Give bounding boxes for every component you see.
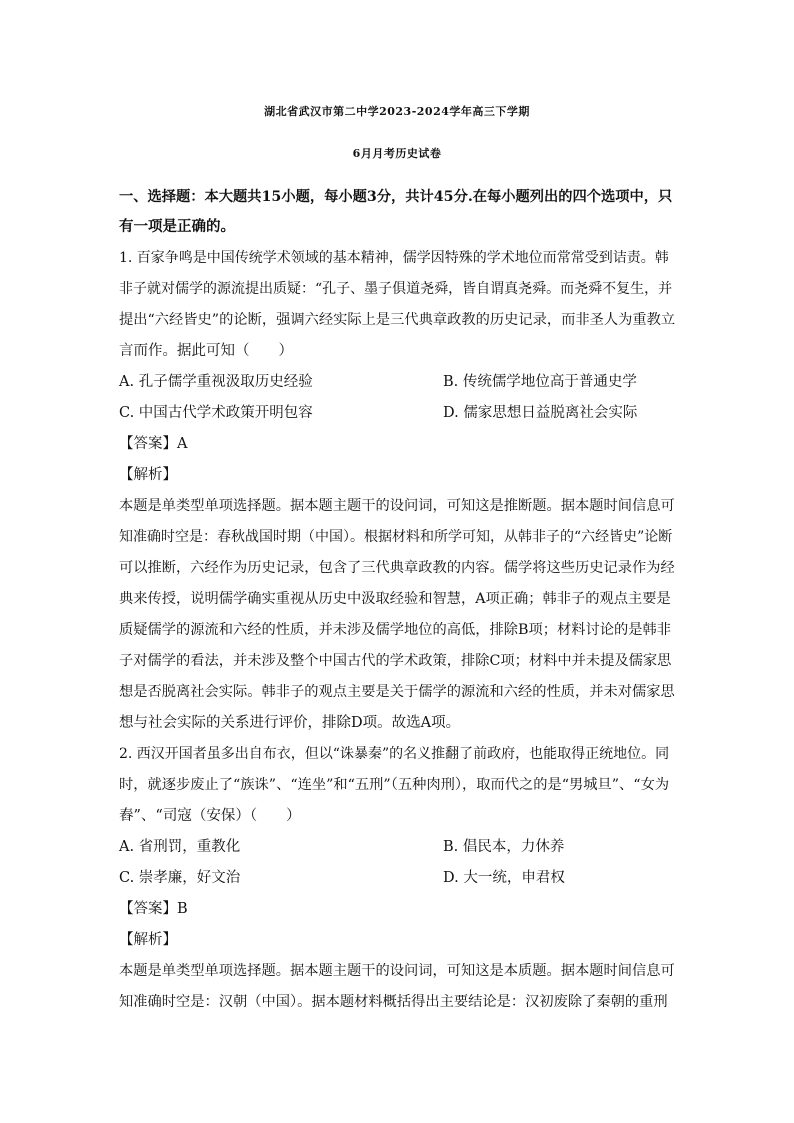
q2-stem-line: 2. 西汉开国者虽多出自布衣，但以“诛暴秦”的名义推翻了前政府，也能取得正统地位。同	[119, 746, 670, 762]
q1-stem-line: 提出“六经皆史”的论断，强调六经实际上是三代典章政教的历史记录，而非圣人为重教立	[119, 312, 676, 328]
q1-analysis-line: 本题是单类型单项选择题。据本题主题干的设问词，可知这是推断题。据本题时间信息可	[119, 498, 675, 514]
q1-analysis-label: 【解析】	[119, 467, 177, 483]
q2-analysis-line: 本题是单类型单项选择题。据本题主题干的设问词，可知这是本质题。据本题时间信息可	[119, 963, 675, 979]
q1-analysis-line: 知准确时空是：春秋战国时期（中国）。根据材料和所学可知，从韩非子的“六经皆史”论断	[119, 529, 673, 545]
q1-analysis-line: 典来传授，说明儒学确实重视从历史中汲取经验和智慧，A项正确；韩非子的观点主要是	[119, 591, 671, 607]
q2-stem-line: 舂”、“司寇（安保）（ ）	[119, 808, 301, 824]
q2-analysis-label: 【解析】	[119, 932, 177, 948]
q2-answer: 【答案】B	[119, 901, 188, 917]
q1-analysis-line: 想与社会实际的关系进行评价，排除D项。故选A项。	[119, 715, 461, 731]
q2-option-d: D. 大一统，申君权	[443, 870, 565, 886]
q1-answer: 【答案】A	[119, 436, 188, 452]
q1-analysis-line: 子对儒学的看法，并未涉及整个中国古代的学术政策，排除C项；材料中并未提及儒家思	[119, 653, 672, 669]
q2-option-a: A. 省刑罚，重教化	[119, 839, 241, 855]
q1-option-d: D. 儒家思想日益脱离社会实际	[443, 405, 638, 421]
q1-stem-line: 非子就对儒学的源流提出质疑：“孔子、墨子俱道尧舜，皆自谓真尧舜。而尧舜不复生，并	[119, 281, 673, 297]
exam-title-line2: 6月月考历史试卷	[352, 147, 442, 160]
q1-analysis-line: 质疑儒学的源流和六经的性质，并未涉及儒学地位的高低，排除B项；材料讨论的是韩非	[119, 622, 671, 638]
q1-option-c: C. 中国古代学术政策开明包容	[119, 405, 313, 421]
q2-stem-line: 时，就逐步废止了“族诛”、“连坐”和“五刑”（五种肉刑），取而代之的是“男城旦”、“女为	[119, 777, 670, 793]
q1-stem-line: 1. 百家争鸣是中国传统学术领域的基本精神，儒学因特殊的学术地位而常常受到诘责。韩	[119, 250, 669, 266]
q1-stem-line: 言而作。据此可知（ ）	[119, 343, 293, 359]
section-heading-line1: 一、选择题：本大题共15小题，每小题3分，共计45分.在每小题列出的四个选项中，只	[119, 189, 673, 205]
section-heading-line2: 有一项是正确的。	[119, 218, 235, 235]
q2-option-b: B. 倡民本，力休养	[443, 839, 565, 855]
q2-analysis-line: 知准确时空是：汉朝（中国）。据本题材料概括得出主要结论是：汉初废除了秦朝的重刑	[119, 994, 668, 1010]
q2-option-c: C. 崇孝廉，好文治	[119, 870, 241, 886]
exam-title-line1: 湖北省武汉市第二中学2023-2024学年高三下学期	[264, 105, 530, 118]
q1-analysis-line: 想是否脱离社会实际。韩非子的观点主要是关于儒学的源流和六经的性质，并未对儒家思	[119, 684, 675, 700]
q1-option-b: B. 传统儒学地位高于普通史学	[443, 374, 637, 390]
q1-analysis-line: 可以推断，六经作为历史记录，包含了三代典章政教的内容。儒学将这些历史记录作为经	[119, 560, 675, 576]
q1-option-a: A. 孔子儒学重视汲取历史经验	[119, 374, 313, 390]
